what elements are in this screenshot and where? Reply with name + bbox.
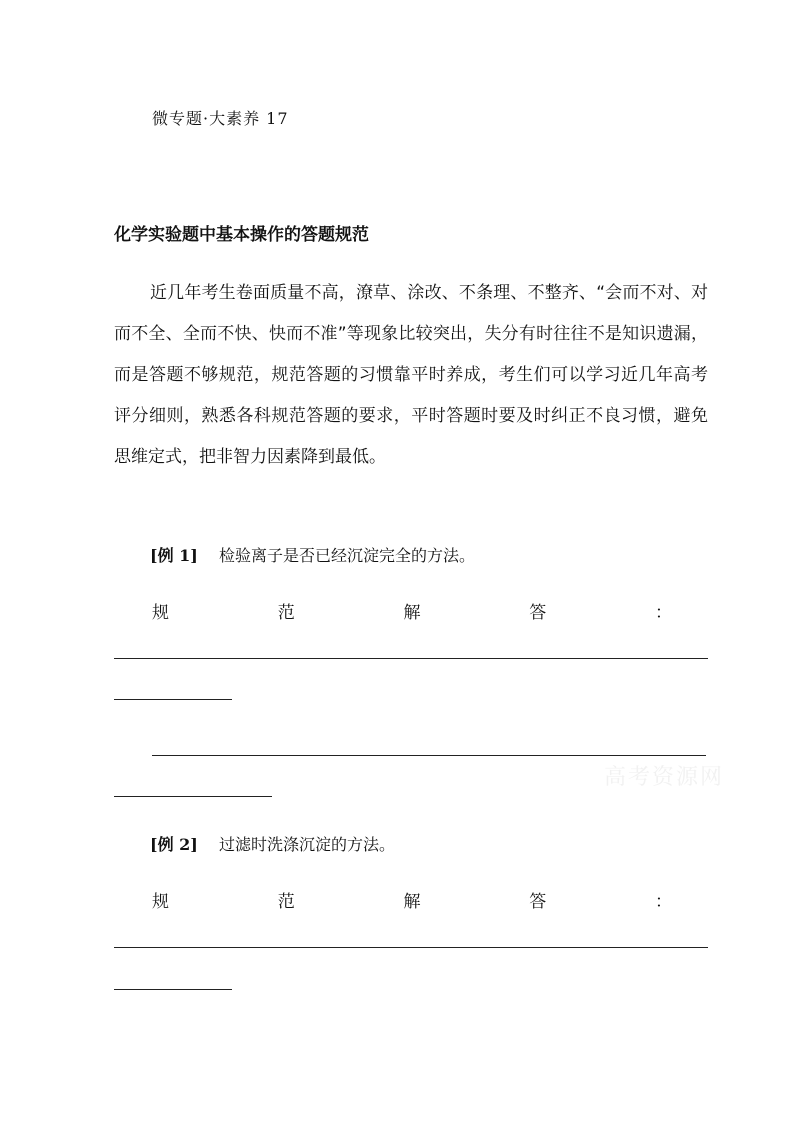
answer-label-char: ： [655,892,672,912]
section-header: 微专题·大素养 17 [152,109,289,128]
example-2-question: 过滤时洗涤沉淀的方法。 [218,835,395,854]
answer-blank-line[interactable] [114,699,232,700]
answer-label-char: 解 [403,892,421,912]
example-2 [150,832,395,855]
answer-label-char: ： [655,603,672,623]
answer-label-char: 范 [277,603,295,623]
answer-label-char: 规 [152,892,169,912]
example-2-answer-label [152,887,672,912]
example-1 [150,543,475,566]
intro-paragraph: 近几年考生卷面质量不高，潦草、涂改、不条理、不整齐、“会而不对、对而不全、全而不快、快而不准”等现象比较突出，失分有时往往不是知识遗漏，而是答题不够规范，规范答题的习惯靠平时养成，考生们可以学习近几年高考评分细则，熟悉各科规范答题的要求，平时答题时要及时纠正不良习惯，避免思维定式，把非智力因素降到最低。 [114,283,708,467]
example-2-label: [例 2] [150,835,198,854]
answer-label-char: 答 [529,892,547,912]
answer-label-char: 范 [277,892,295,912]
page-title: 化学实验题中基本操作的答题规范 [114,225,369,245]
answer-blank-line[interactable] [114,796,272,797]
example-1-question: 检验离子是否已经沉淀完全的方法。 [218,546,475,565]
answer-blank-line[interactable] [152,755,706,756]
example-1-label: [例 1] [150,546,198,565]
answer-blank-line[interactable] [114,989,232,990]
answer-blank-line[interactable] [114,658,708,659]
watermark: 高考资源网 [604,765,725,790]
answer-blank-line[interactable] [114,947,708,948]
example-1-answer-label [152,598,672,623]
answer-label-char: 答 [529,603,547,623]
answer-label-char: 解 [403,603,421,623]
answer-label-char: 规 [152,603,169,623]
